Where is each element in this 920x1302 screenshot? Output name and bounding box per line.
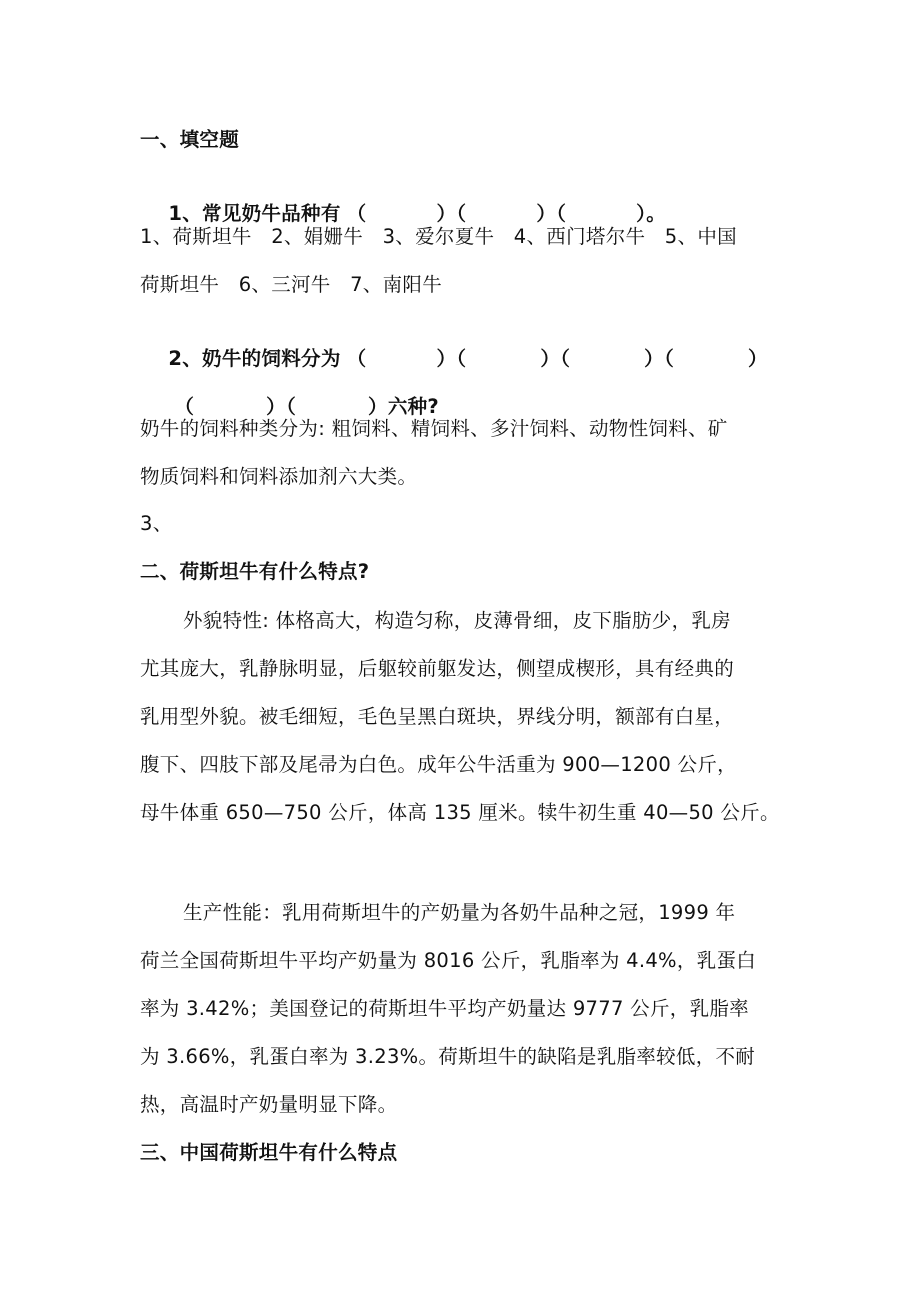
appearance-line-5: 母牛体重 650—750 公斤，体高 135 厘米。犊牛初生重 40—50 公斤。 xyxy=(140,801,780,824)
production-line-2: 荷兰全国荷斯坦牛平均产奶量为 8016 公斤，乳脂率为 4.4%，乳蛋白 xyxy=(140,949,757,972)
production-line-4: 为 3.66%，乳蛋白率为 3.23%。荷斯坦牛的缺陷是乳脂率较低，不耐 xyxy=(140,1045,756,1068)
q2-answer-line-1: 奶牛的饲料种类分为: 粗饲料、精饲料、多汁饲料、动物性饲料、矿 xyxy=(140,417,728,440)
q2-prompt: 2、奶牛的饲料分为 xyxy=(168,347,341,370)
q2-blank-6: （ xyxy=(174,395,195,418)
appearance-line-3: 乳用型外貌。被毛细短，毛色呈黑白斑块，界线分明，额部有白星， xyxy=(140,705,735,728)
q1-prompt: 1、常见奶牛品种有 xyxy=(168,202,341,225)
q1-blank-open-1: （ xyxy=(346,202,367,225)
q3-prompt: 3、 xyxy=(140,512,173,535)
q2-blank-4: ）（ xyxy=(644,347,675,370)
section1-heading: 一、填空题 xyxy=(140,128,240,151)
section3-heading: 三、中国荷斯坦牛有什么特点 xyxy=(140,1141,398,1164)
appearance-line-4: 腹下、四肢下部及尾帚为白色。成年公牛活重为 900—1200 公斤， xyxy=(140,753,737,776)
q2-blank-2: ）（ xyxy=(436,347,467,370)
production-line-3: 率为 3.42%；美国登记的荷斯坦牛平均产奶量达 9777 公斤，乳脂率 xyxy=(140,997,749,1020)
q2-blank-3: ）（ xyxy=(540,347,571,370)
q2-blank-7: ）（ xyxy=(266,395,297,418)
appearance-line-2: 尤其庞大，乳静脉明显，后躯较前躯发达，侧望成楔形，具有经典的 xyxy=(140,657,735,680)
q1-blank-2: ）（ xyxy=(436,202,467,225)
appearance-line-1: 外貌特性: 体格高大，构造匀称，皮薄骨细，皮下脂肪少，乳房 xyxy=(183,609,731,632)
q2-end: ）六种? xyxy=(368,395,440,418)
q1-answer-line-1: 1、荷斯坦牛 2、娟姗牛 3、爱尔夏牛 4、西门塔尔牛 5、中国 xyxy=(140,225,737,248)
section2-heading: 二、荷斯坦牛有什么特点? xyxy=(140,560,370,583)
q2-blank-5: ） xyxy=(748,347,768,370)
q2-answer-line-2: 物质饲料和饲料添加剂六大类。 xyxy=(140,465,418,488)
q1-blank-3: ）（ xyxy=(536,202,567,225)
q1-blank-end: ）。 xyxy=(636,202,667,225)
production-line-1: 生产性能：乳用荷斯坦牛的产奶量为各奶牛品种之冠，1999 年 xyxy=(183,901,736,924)
q2-blank-1: （ xyxy=(346,347,367,370)
production-line-5: 热，高温时产奶量明显下降。 xyxy=(140,1093,398,1116)
q1-answer-line-2: 荷斯坦牛 6、三河牛 7、南阳牛 xyxy=(140,273,443,296)
